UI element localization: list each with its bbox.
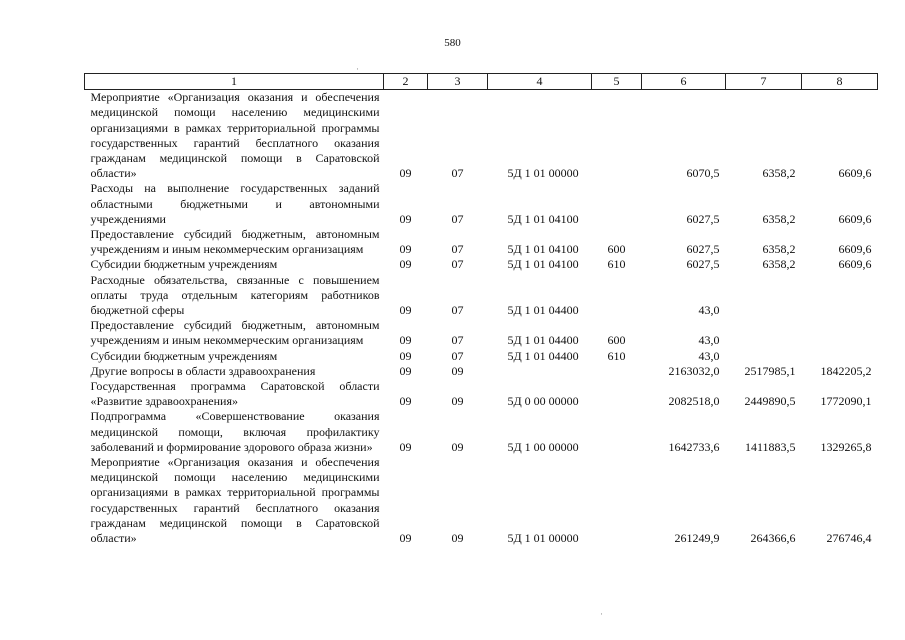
expense-type-code: 600: [607, 242, 626, 257]
amount-col7: 264366,6: [750, 531, 796, 546]
row-description: Мероприятие «Организация оказания и обеспечения медицинской помощи населению медицинскими организациями в рамках территориальной программы государственных гарантий бесплатного оказания гражданам медицинской помощи в Саратовской области»: [90, 455, 380, 546]
subsection-code: 07: [451, 333, 464, 348]
amount-col7: [726, 318, 802, 348]
amount-col6: 2163032,0: [668, 363, 720, 378]
amount-col8: 276746,4: [826, 531, 872, 546]
table-row: [85, 273, 878, 319]
amount-col7: 6358,2: [762, 257, 796, 272]
target-article-code: 5Д 1 00 00000: [507, 439, 579, 454]
amount-col8: 6609,6: [838, 166, 872, 181]
subsection-code: 07: [451, 166, 464, 181]
table-row: [85, 318, 878, 348]
amount-col6: 6027,5: [686, 211, 720, 226]
amount-col7: 6358,2: [762, 166, 796, 181]
subsection-code: 09: [451, 394, 464, 409]
subsection-code: 07: [451, 348, 464, 363]
row-description: Субсидии бюджетным учреждениям: [90, 257, 278, 272]
table-row: [85, 90, 878, 182]
page-number: 580: [444, 37, 461, 49]
amount-col8: [802, 349, 878, 364]
table-row: [85, 379, 878, 409]
target-article-code: 5Д 1 01 04400: [507, 348, 579, 363]
table-row: [85, 227, 878, 257]
section-code: 09: [399, 363, 412, 378]
amount-col6: 1642733,6: [668, 439, 720, 454]
section-code: 09: [399, 242, 412, 257]
table-row: [85, 181, 878, 227]
section-code: 09: [399, 348, 412, 363]
section-code: 09: [399, 439, 412, 454]
expense-type-code: 610: [607, 348, 626, 363]
target-article-code: 5Д 1 01 04400: [507, 303, 579, 318]
amount-col8: 1329265,8: [820, 439, 872, 454]
amount-col7: 1411883,5: [744, 439, 796, 454]
table-row: [85, 364, 878, 379]
subsection-code: 07: [451, 211, 464, 226]
column-header: 4: [488, 74, 592, 90]
section-code: 09: [399, 333, 412, 348]
amount-col7: 6358,2: [762, 242, 796, 257]
subsection-code: 07: [451, 257, 464, 272]
amount-col8: 6609,6: [838, 242, 872, 257]
row-description: Расходы на выполнение государственных заданий областными бюджетными и автономными учреждениями: [90, 181, 380, 226]
scan-speck: ·: [600, 609, 603, 619]
section-code: 09: [399, 303, 412, 318]
amount-col6: 6027,5: [686, 242, 720, 257]
section-code: 09: [399, 531, 412, 546]
amount-col7: 2517985,1: [744, 363, 796, 378]
column-header: 1: [85, 74, 384, 90]
amount-col8: [802, 318, 878, 348]
expense-type-code: [592, 364, 642, 379]
expense-type-code: 600: [607, 333, 626, 348]
target-article-code: 5Д 1 01 04100: [507, 211, 579, 226]
amount-col7: [726, 349, 802, 364]
table-row: [85, 409, 878, 455]
row-description: Предоставление субсидий бюджетным, автономным учреждениям и иным некоммерческим организациям: [90, 318, 380, 348]
table-row: [85, 455, 878, 546]
amount-col6: 43,0: [698, 348, 720, 363]
row-description: Подпрограмма «Совершенствование оказания медицинской помощи, включая профилактику заболеваний и формирование здорового образа жизни»: [90, 409, 380, 454]
column-header: 7: [726, 74, 802, 90]
expense-type-code: 610: [607, 257, 626, 272]
budget-table: [84, 73, 878, 546]
subsection-code: 09: [451, 439, 464, 454]
section-code: 09: [399, 211, 412, 226]
column-header: 5: [592, 74, 642, 90]
table-row: [85, 257, 878, 272]
subsection-code: 07: [451, 242, 464, 257]
column-header: 2: [384, 74, 428, 90]
section-code: 09: [399, 166, 412, 181]
scan-speck: ·: [356, 64, 359, 74]
column-header: 6: [642, 74, 726, 90]
row-description: Предоставление субсидий бюджетным, автономным учреждениям и иным некоммерческим организациям: [90, 227, 380, 257]
amount-col6: 261249,9: [674, 531, 720, 546]
expense-type-code: [592, 409, 642, 455]
target-article-code: 5Д 1 01 00000: [507, 166, 579, 181]
target-article-code: 5Д 1 01 04100: [507, 257, 579, 272]
amount-col6: 2082518,0: [668, 394, 720, 409]
amount-col7: [726, 273, 802, 319]
target-article-code: 5Д 0 00 00000: [507, 394, 579, 409]
expense-type-code: [592, 455, 642, 546]
subsection-code: 09: [451, 363, 464, 378]
section-code: 09: [399, 257, 412, 272]
column-header: 8: [802, 74, 878, 90]
amount-col6: 43,0: [698, 333, 720, 348]
amount-col8: [802, 273, 878, 319]
row-description: Расходные обязательства, связанные с повышением оплаты труда отдельным категориям работников бюджетной сферы: [90, 272, 380, 318]
table-row: [85, 349, 878, 364]
target-article-code: [488, 364, 592, 379]
row-description: Субсидии бюджетным учреждениям: [90, 348, 278, 363]
amount-col6: 6070,5: [686, 166, 720, 181]
subsection-code: 07: [451, 303, 464, 318]
amount-col8: 6609,6: [838, 257, 872, 272]
subsection-code: 09: [451, 531, 464, 546]
amount-col8: 1772090,1: [820, 394, 872, 409]
target-article-code: 5Д 1 01 00000: [507, 531, 579, 546]
expense-type-code: [592, 379, 642, 409]
target-article-code: 5Д 1 01 04100: [507, 242, 579, 257]
table-header-row: [85, 74, 878, 90]
column-header: 3: [428, 74, 488, 90]
target-article-code: 5Д 1 01 04400: [507, 333, 579, 348]
row-description: Мероприятие «Организация оказания и обеспечения медицинской помощи населению медицинскими организациями в рамках территориальной программы государственных гарантий бесплатного оказания гражданам медицинской помощи в Саратовской области»: [90, 90, 380, 181]
row-description: Другие вопросы в области здравоохранения: [90, 363, 316, 378]
amount-col7: 2449890,5: [744, 394, 796, 409]
amount-col6: 6027,5: [686, 257, 720, 272]
expense-type-code: [592, 273, 642, 319]
amount-col8: 6609,6: [838, 211, 872, 226]
expense-type-code: [592, 181, 642, 227]
amount-col8: 1842205,2: [820, 363, 872, 378]
row-description: Государственная программа Саратовской области «Развитие здравоохранения»: [90, 379, 380, 409]
amount-col6: 43,0: [698, 303, 720, 318]
amount-col7: 6358,2: [762, 211, 796, 226]
expense-type-code: [592, 90, 642, 182]
section-code: 09: [399, 394, 412, 409]
